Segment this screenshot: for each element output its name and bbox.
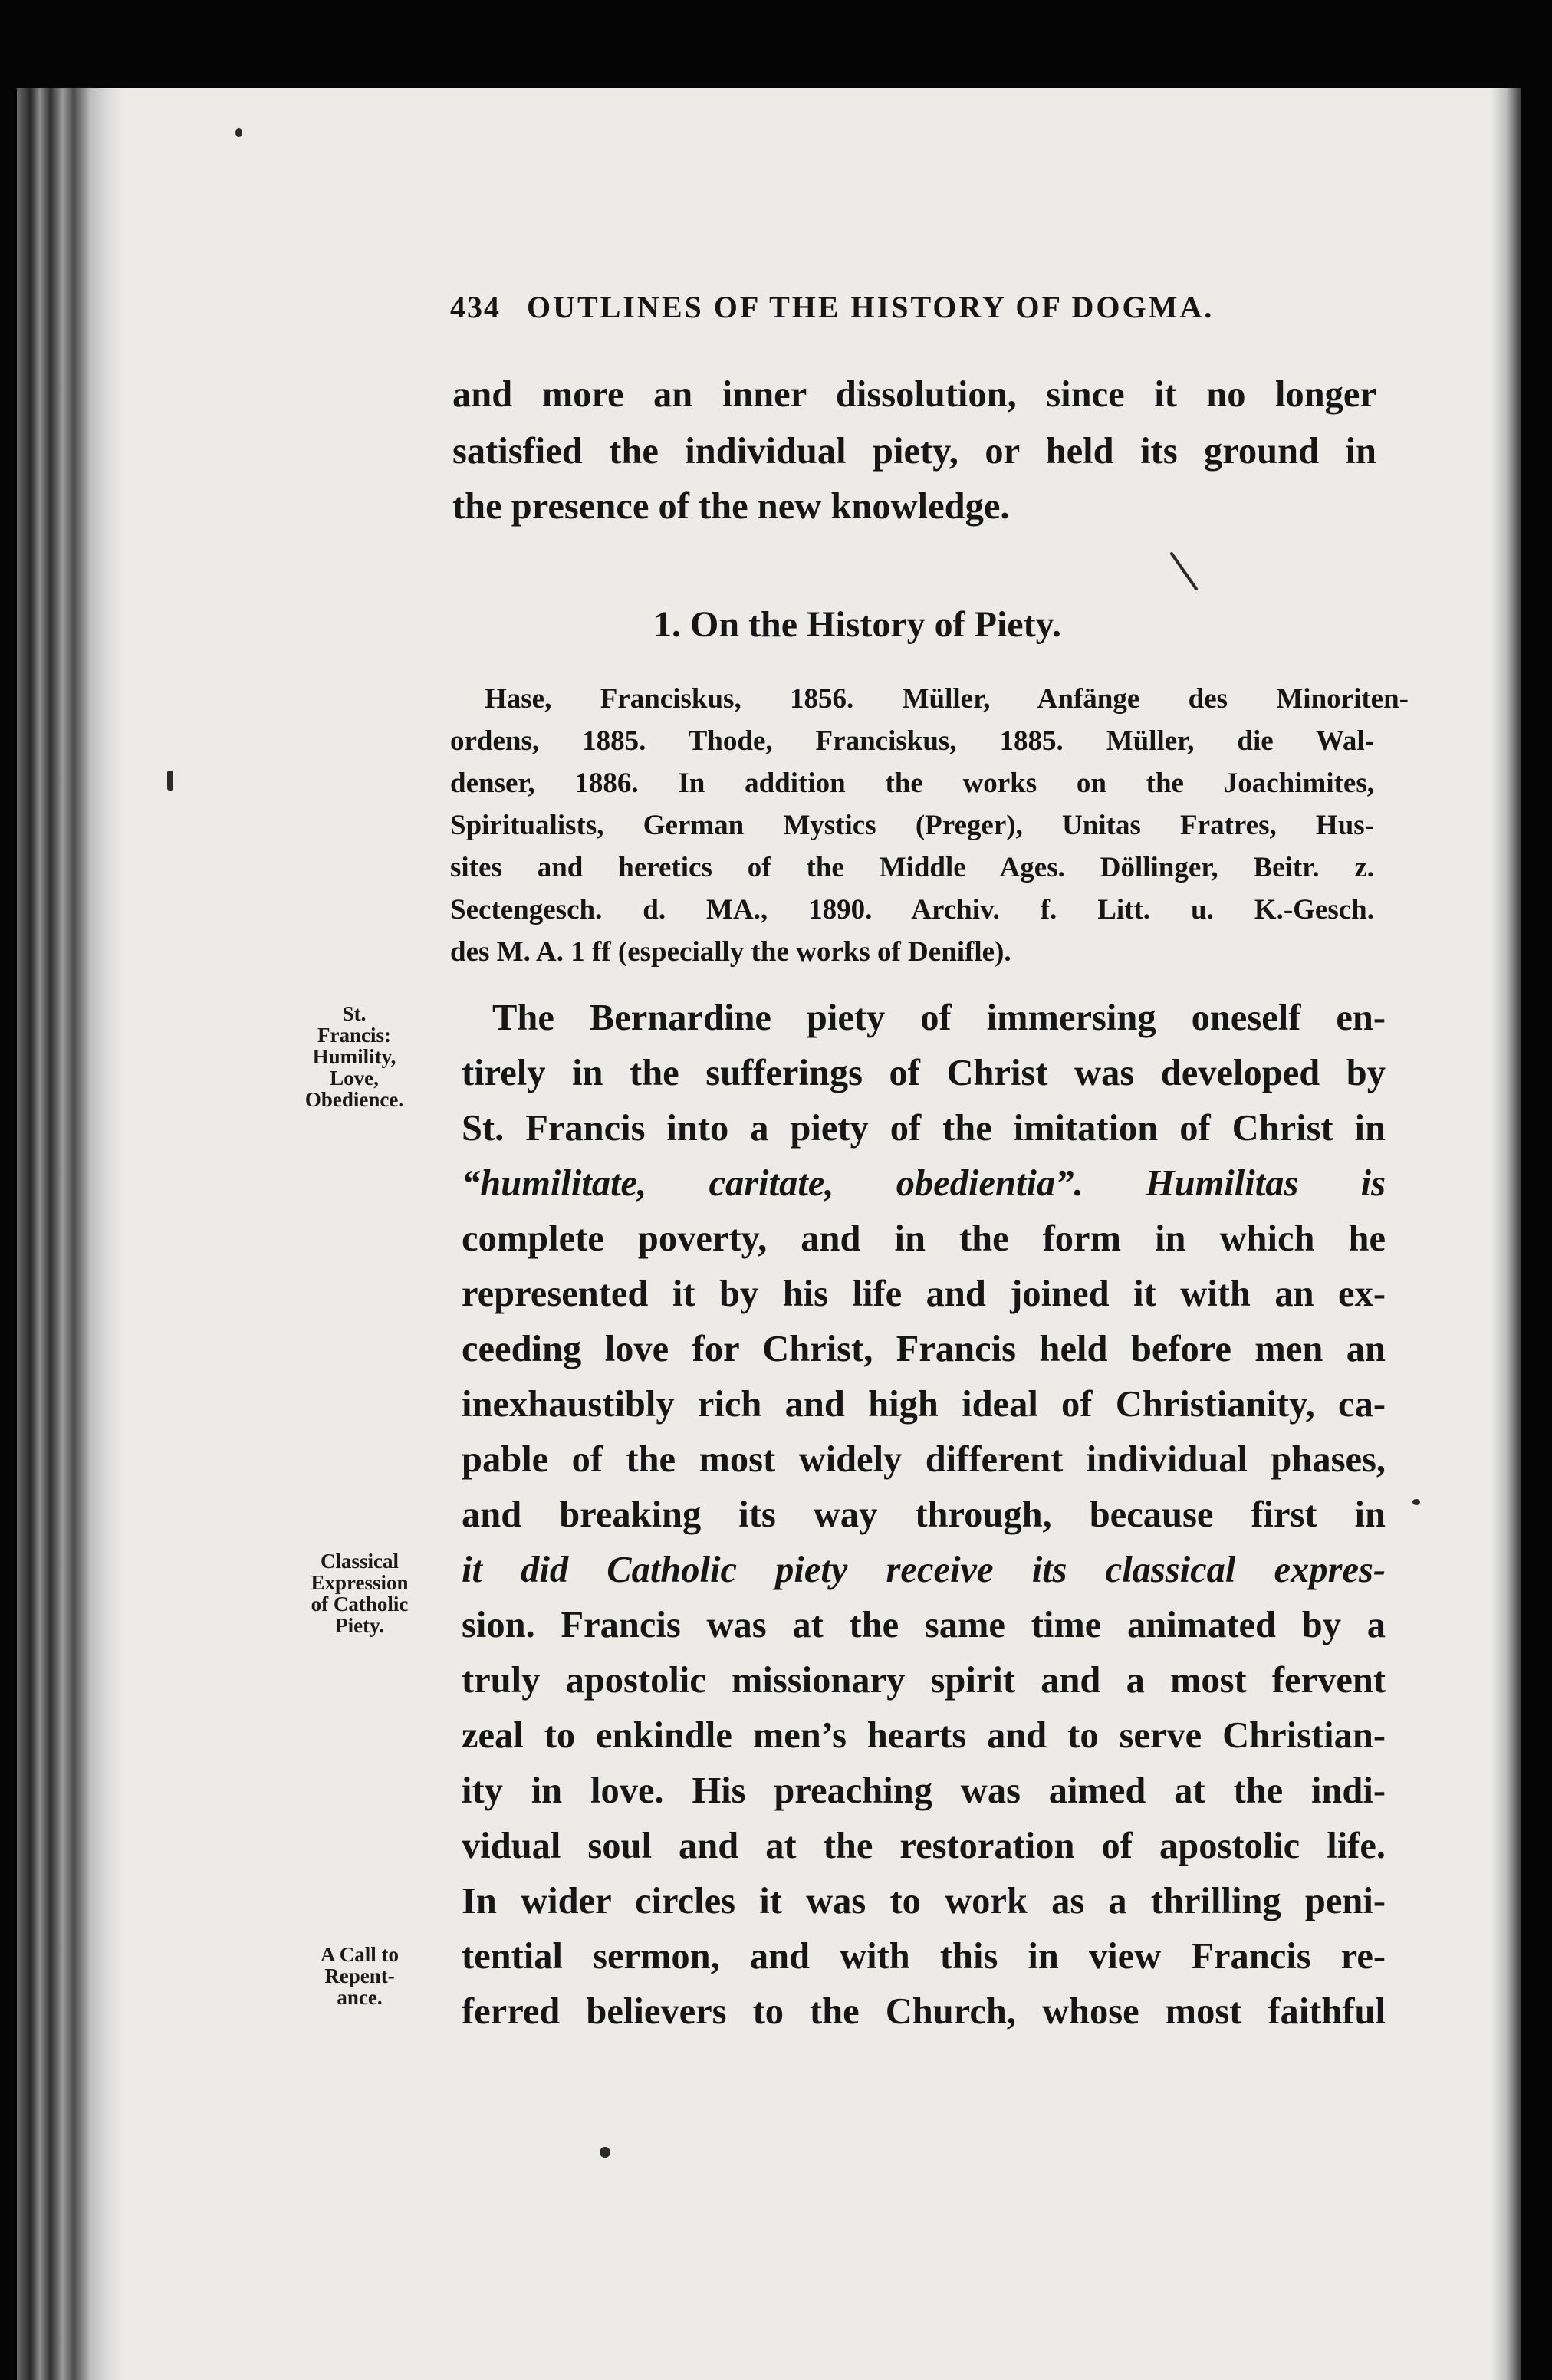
body-line: ferred believers to the Church, whose most faithful — [462, 1991, 1386, 2032]
bibliography-line: Sectengesch. d. MA., 1890. Archiv. f. Litt. u. K.-Gesch. — [450, 894, 1374, 925]
section-heading: 1. On the History of Piety. — [653, 604, 1061, 645]
body-line: ceeding love for Christ, Francis held before men an — [462, 1329, 1386, 1369]
running-header — [450, 289, 1447, 325]
body-line: it did Catholic piety receive its classical expres- — [462, 1550, 1386, 1590]
margin-note-line: Repent- — [324, 1964, 395, 1987]
running-title: OUTLINES OF THE HISTORY OF DOGMA. — [527, 290, 1215, 324]
intro-line: and more an inner dissolution, since it no longer — [452, 374, 1376, 415]
body-line: In wider circles it was to work as a thrilling peni- — [462, 1881, 1386, 1921]
margin-note-line: St. — [342, 1002, 367, 1025]
body-line: tential sermon, and with this in view Francis re- — [462, 1936, 1386, 1977]
margin-note-line: Piety. — [335, 1614, 384, 1637]
book-binding-gutter — [17, 88, 124, 2380]
margin-note-line: Francis: — [317, 1024, 391, 1047]
body-line: inexhaustibly rich and high ideal of Christianity, ca- — [462, 1384, 1386, 1425]
body-line: and breaking its way through, because first in — [462, 1494, 1386, 1535]
body-line: pable of the most widely different individual phases, — [462, 1439, 1386, 1480]
margin-note-line: Obedience. — [304, 1088, 404, 1111]
body-line: ity in love. His preaching was aimed at the indi- — [462, 1770, 1386, 1811]
bibliography-line: ordens, 1885. Thode, Franciskus, 1885. Müller, die Wal- — [450, 725, 1374, 757]
body-line: zeal to enkindle men’s hearts and to serve Christian- — [462, 1715, 1386, 1756]
margin-note-line: Humility, — [312, 1045, 396, 1068]
bibliography-line: sites and heretics of the Middle Ages. Döllinger, Beitr. z. — [450, 852, 1374, 883]
margin-note-line: Classical — [320, 1550, 399, 1573]
body-line: St. Francis into a piety of the imitation of Christ in — [462, 1108, 1386, 1149]
body-line: vidual soul and at the restoration of apostolic life. — [462, 1826, 1386, 1866]
margin-note-call-to-repentance — [287, 1944, 432, 2008]
margin-note-st-francis — [281, 1003, 427, 1110]
scanned-page — [17, 88, 1521, 2380]
body-line: represented it by his life and joined it with an ex- — [462, 1274, 1386, 1314]
body-line: The Bernardine piety of immersing oneself en- — [492, 998, 1386, 1038]
body-line: sion. Francis was at the same time animated by a — [462, 1605, 1386, 1645]
bibliography-line: Hase, Franciskus, 1856. Müller, Anfänge des Minoriten- — [485, 683, 1409, 715]
body-line: truly apostolic missionary spirit and a most fervent — [462, 1660, 1386, 1701]
page-number: 434 — [450, 290, 501, 324]
bibliography-line: denser, 1886. In addition the works on the Joachimites, — [450, 768, 1374, 799]
body-line: tirely in the sufferings of Christ was developed by — [462, 1053, 1386, 1093]
intro-line: the presence of the new knowledge. — [452, 486, 1010, 527]
bibliography-line: des M. A. 1 ff (especially the works of Denifle). — [450, 936, 1011, 968]
page-right-edge — [1491, 88, 1521, 2380]
intro-line: satisfied the individual piety, or held its ground in — [452, 431, 1376, 472]
body-line: complete poverty, and in the form in which he — [462, 1218, 1386, 1259]
margin-note-line: of Catholic — [311, 1593, 409, 1616]
body-line: “humilitate, caritate, obedientia”. Humilitas is — [462, 1163, 1386, 1204]
margin-note-line: A Call to — [320, 1943, 399, 1966]
margin-note-line: Love, — [330, 1067, 379, 1090]
margin-note-classical-expression — [287, 1550, 432, 1636]
margin-note-line: ance. — [337, 1986, 383, 2009]
bibliography-line: Spiritualists, German Mystics (Preger), Unitas Fratres, Hus- — [450, 810, 1374, 841]
margin-note-line: Expression — [311, 1571, 409, 1594]
